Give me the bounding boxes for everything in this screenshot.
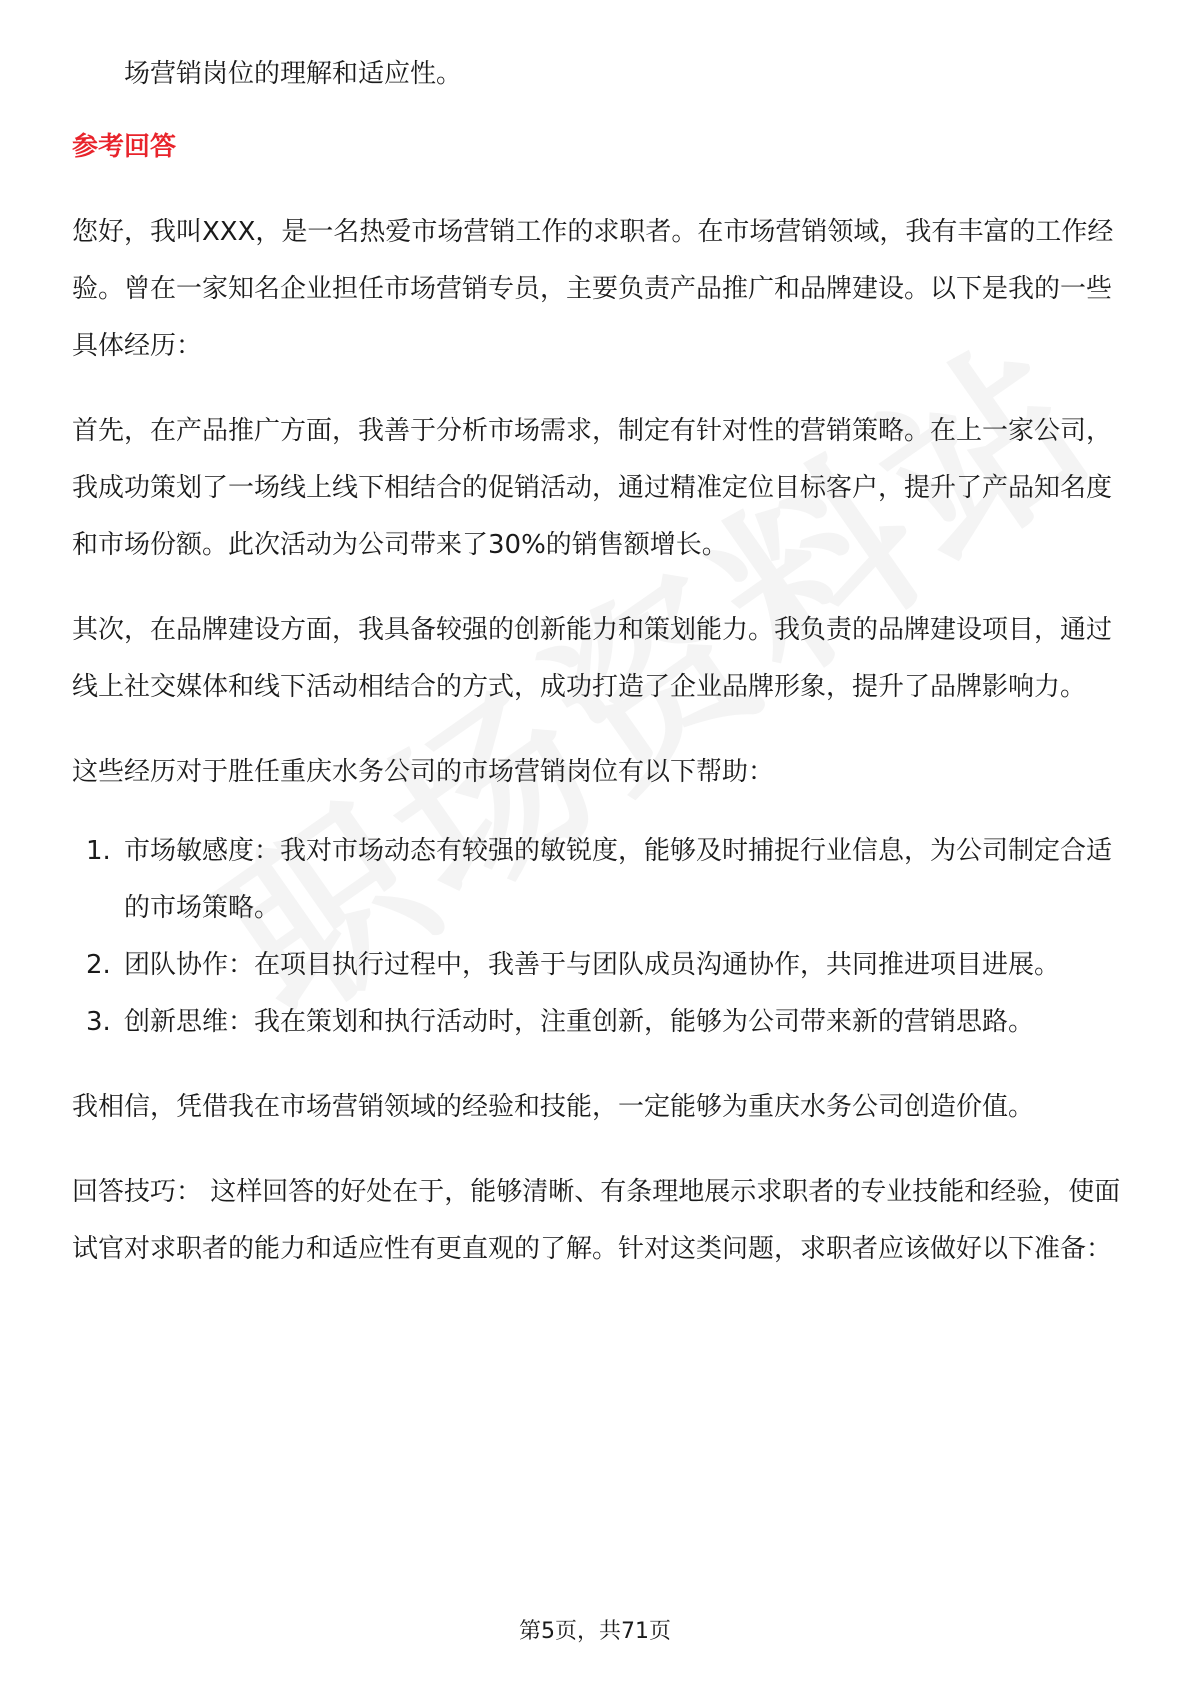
answer-tip: 回答技巧： 这样回答的好处在于，能够清晰、有条理地展示求职者的专业技能和经验，使面试官对求职者的能力和适应性有更直观的了解。针对这类问题，求职者应该做好以下准备： bbox=[72, 1177, 1121, 1264]
closing-paragraph: 我相信，凭借我在市场营销领域的经验和技能，一定能够为重庆水务公司创造价值。 bbox=[72, 1092, 1035, 1122]
list-item bbox=[72, 994, 1122, 1051]
page-content bbox=[72, 46, 1122, 1278]
list-item-number: 3. bbox=[86, 1007, 111, 1037]
list-item bbox=[72, 937, 1122, 994]
list-item-text: 创新思维：我在策划和执行活动时，注重创新，能够为公司带来新的营销思路。 bbox=[124, 1007, 1035, 1037]
page-number: 第5页，共71页 bbox=[519, 1619, 671, 1644]
list-item-text: 市场敏感度：我对市场动态有较强的敏锐度，能够及时捕捉行业信息，为公司制定合适的市场策略。 bbox=[124, 836, 1113, 923]
strengths-list bbox=[72, 823, 1122, 1051]
paragraph-help-intro: 这些经历对于胜任重庆水务公司的市场营销岗位有以下帮助： bbox=[72, 757, 775, 787]
list-item-number: 2. bbox=[86, 950, 111, 980]
list-item bbox=[72, 823, 1122, 937]
paragraph-intro: 您好，我叫XXX，是一名热爱市场营销工作的求职者。在市场营销领域，我有丰富的工作经验。曾在一家知名企业担任市场营销专员，主要负责产品推广和品牌建设。以下是我的一些具体经历： bbox=[72, 217, 1114, 361]
list-item-number: 1. bbox=[86, 836, 111, 866]
intro-continuation: 场营销岗位的理解和适应性。 bbox=[124, 59, 463, 89]
paragraph-branding: 其次，在品牌建设方面，我具备较强的创新能力和策划能力。我负责的品牌建设项目，通过线上社交媒体和线下活动相结合的方式，成功打造了企业品牌形象，提升了品牌影响力。 bbox=[72, 615, 1113, 702]
list-item-text: 团队协作：在项目执行过程中，我善于与团队成员沟通协作，共同推进项目进展。 bbox=[124, 950, 1061, 980]
answer-heading: 参考回答 bbox=[72, 132, 177, 162]
paragraph-promotion: 首先，在产品推广方面，我善于分析市场需求，制定有针对性的营销策略。在上一家公司，我成功策划了一场线上线下相结合的促销活动，通过精准定位目标客户，提升了产品知名度和市场份额。此次活动为公司带来了30%的销售额增长。 bbox=[72, 416, 1113, 560]
